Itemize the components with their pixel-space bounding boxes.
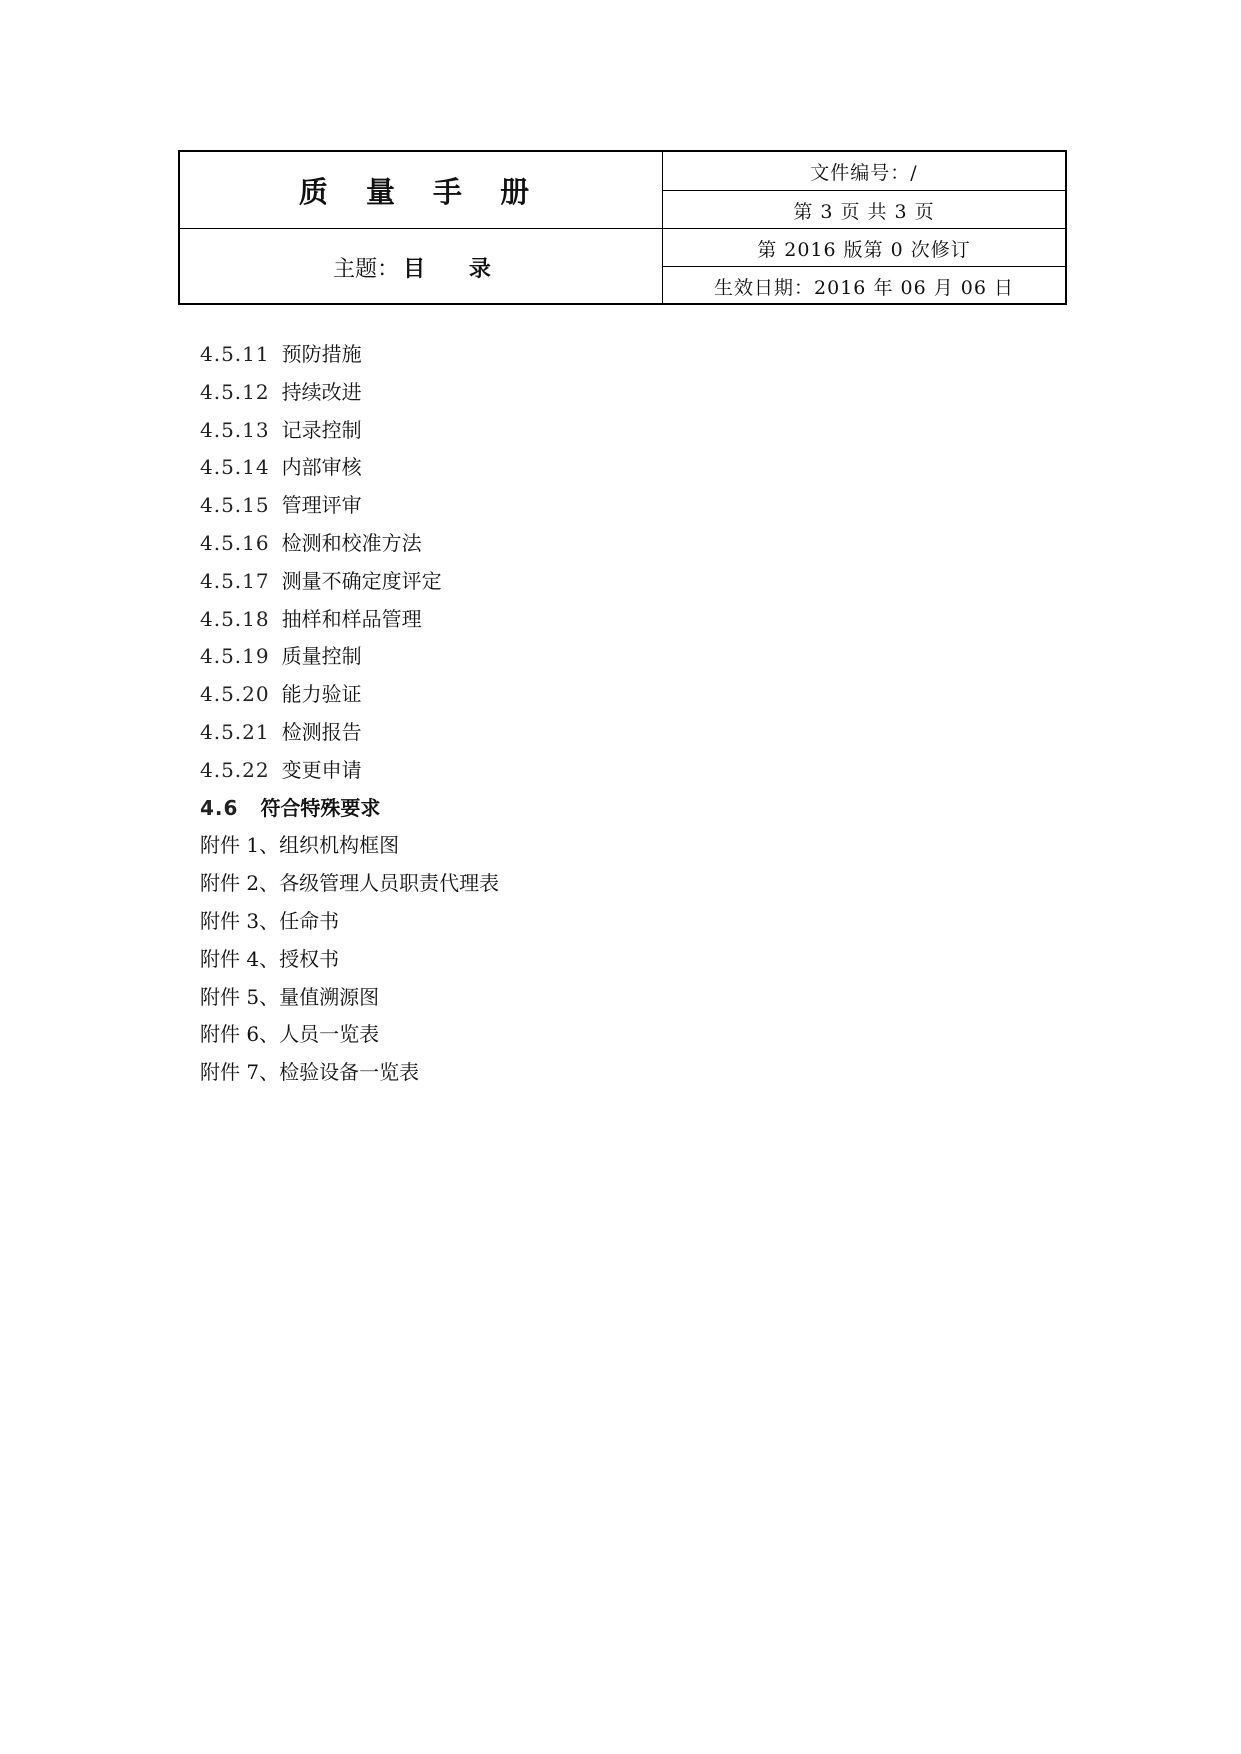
attachment-label: 附件 4、授权书	[200, 946, 340, 971]
toc-number: 4.5.13	[200, 417, 270, 442]
toc-item	[200, 638, 900, 676]
toc-item	[200, 601, 900, 639]
attachment-label: 附件 6、人员一览表	[200, 1022, 380, 1047]
subject-value: 目 录	[403, 256, 509, 282]
attachment-label: 附件 2、各级管理人员职责代理表	[200, 871, 500, 896]
toc-item	[200, 374, 900, 412]
toc-number: 4.5.20	[200, 682, 270, 707]
toc-item	[200, 752, 900, 790]
toc-label: 测量不确定度评定	[281, 568, 442, 593]
attachment-label: 附件 3、任命书	[200, 908, 340, 933]
toc-section-heading	[200, 790, 900, 828]
toc-item	[200, 676, 900, 714]
subject-label: 主题：	[333, 256, 400, 282]
toc-number: 4.5.18	[200, 606, 270, 631]
effective-date: 生效日期：2016 年 06 月 06 日	[714, 276, 1014, 299]
toc-number: 4.5.19	[200, 644, 270, 669]
page-info: 第 3 页 共 3 页	[793, 200, 935, 223]
toc-number: 4.5.21	[200, 719, 270, 744]
attachment-item	[200, 941, 900, 979]
toc-label: 持续改进	[281, 379, 362, 404]
table-of-contents	[200, 336, 900, 1092]
attachment-item	[200, 1054, 900, 1092]
toc-label: 能力验证	[281, 682, 362, 707]
toc-number: 4.5.22	[200, 757, 270, 782]
doc-number: 文件编号：/	[810, 161, 918, 184]
toc-label: 抽样和样品管理	[281, 606, 422, 631]
toc-item	[200, 714, 900, 752]
attachment-item	[200, 827, 900, 865]
attachment-label: 附件 1、组织机构框图	[200, 833, 400, 858]
toc-item	[200, 525, 900, 563]
toc-number: 4.5.11	[200, 342, 270, 366]
toc-label: 符合特殊要求	[260, 795, 381, 820]
attachment-label: 附件 7、检验设备一览表	[200, 1060, 420, 1085]
toc-label: 检测和校准方法	[281, 530, 422, 555]
toc-label: 预防措施	[281, 342, 362, 366]
toc-label: 记录控制	[281, 417, 362, 442]
toc-label: 变更申请	[281, 757, 362, 782]
toc-label: 内部审核	[281, 455, 362, 480]
toc-number: 4.6	[200, 795, 239, 820]
document-header-table	[178, 150, 1067, 305]
toc-number: 4.5.16	[200, 530, 270, 555]
manual-title: 质 量 手 册	[298, 175, 544, 209]
attachment-item	[200, 979, 900, 1017]
toc-number: 4.5.14	[200, 455, 270, 480]
toc-number: 4.5.17	[200, 568, 270, 593]
toc-item	[200, 336, 900, 374]
toc-label: 质量控制	[281, 644, 362, 669]
toc-item	[200, 487, 900, 525]
attachment-item	[200, 903, 900, 941]
toc-number: 4.5.15	[200, 493, 270, 518]
attachment-item	[200, 1016, 900, 1054]
attachment-label: 附件 5、量值溯源图	[200, 984, 380, 1009]
edition-info: 第 2016 版第 0 次修订	[757, 238, 971, 261]
toc-label: 管理评审	[281, 493, 362, 518]
attachment-item	[200, 865, 900, 903]
toc-item	[200, 412, 900, 450]
toc-item	[200, 449, 900, 487]
toc-number: 4.5.12	[200, 379, 270, 404]
toc-item	[200, 563, 900, 601]
toc-label: 检测报告	[281, 719, 362, 744]
subject-cell	[180, 229, 662, 305]
